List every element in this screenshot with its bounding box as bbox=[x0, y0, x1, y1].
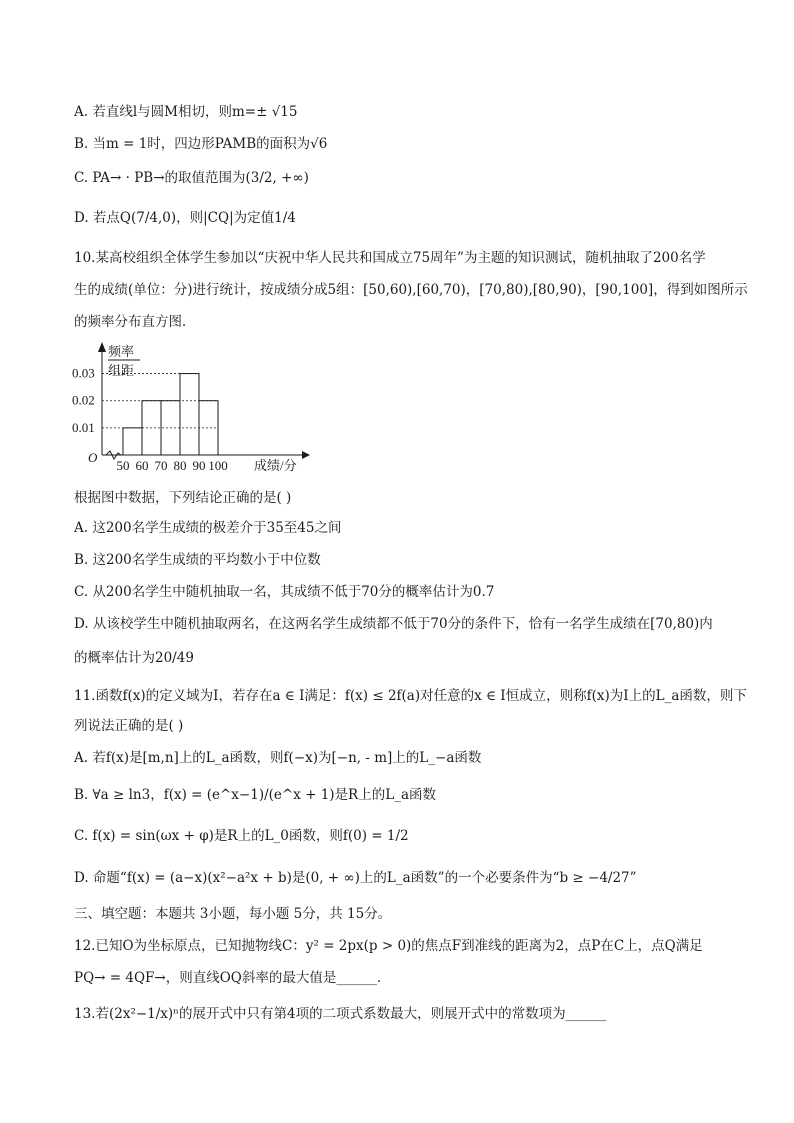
histogram-marks bbox=[72, 342, 310, 473]
x-tick-label: 80 bbox=[173, 458, 187, 473]
x-tick-label: 100 bbox=[208, 458, 228, 473]
section-3-heading: 三、填空题：本题共 3小题，每小题 5分，共 15分。 bbox=[74, 906, 392, 922]
origin-label: O bbox=[88, 450, 98, 465]
x-axis-arrow bbox=[302, 451, 310, 459]
histogram-bar-80-90 bbox=[180, 374, 199, 455]
q10-text-line-1: 10.某高校组织全体学生参加以“庆祝中华人民共和国成立75周年”为主题的知识测试，随机抽取了200名学 bbox=[74, 250, 706, 266]
x-tick-label: 90 bbox=[192, 458, 206, 473]
q12-text-line-2: PQ→ = 4QF→，则直线OQ斜率的最大值是______． bbox=[74, 970, 391, 986]
x-tick-label: 60 bbox=[135, 458, 149, 473]
frequency-histogram bbox=[70, 340, 320, 475]
x-axis-label: 成绩/分 bbox=[254, 458, 297, 473]
y-tick-label: 0.03 bbox=[72, 365, 95, 381]
x-tick-label: 70 bbox=[154, 458, 168, 473]
y-tick-label: 0.01 bbox=[72, 419, 95, 435]
q11-option-d: D. 命题“f(x) = (a−x)(x²−a²x + b)是(0, + ∞)上的L_a函数”的一个必要条件为“b ≥ −4/27” bbox=[74, 870, 637, 886]
q11-text-line-2: 列说法正确的是( ) bbox=[74, 718, 184, 734]
q9-option-b: B. 当m = 1时，四边形PAMB的面积为√6 bbox=[74, 136, 328, 152]
q11-option-b: B. ∀a ≥ ln3，f(x) = (e^x−1)/(e^x + 1)是R上的L_a函数 bbox=[74, 787, 436, 803]
q9-option-c: C. PA→ · PB→的取值范围为(3/2, +∞) bbox=[74, 170, 309, 186]
q10-option-b: B. 这200名学生成绩的平均数小于中位数 bbox=[74, 552, 321, 568]
q10-stem: 根据图中数据，下列结论正确的是( ) bbox=[74, 490, 292, 506]
ylabel-bottom: 组距 bbox=[108, 363, 135, 378]
x-tick-label: 50 bbox=[116, 458, 130, 473]
q10-option-d-line-2: 的概率估计为20/49 bbox=[74, 650, 194, 666]
q10-option-a: A. 这200名学生成绩的极差介于35至45之间 bbox=[74, 520, 342, 536]
q10-text-line-3: 的频率分布直方图． bbox=[74, 314, 196, 330]
q10-option-d-line-1: D. 从该校学生中随机抽取两名，在这两名学生成绩都不低于70分的条件下，恰有一名学生成绩在[70,80)内 bbox=[74, 616, 713, 632]
ylabel-top: 频率 bbox=[108, 344, 135, 359]
q11-option-a: A. 若f(x)是[m,n]上的L_a函数，则f(−x)为[−n, - m]上的L_−a函数 bbox=[74, 750, 482, 766]
question-13: 13.若(2x²−1/x)ⁿ的展开式中只有第4项的二项式系数最大，则展开式中的常数项为______ bbox=[74, 1006, 607, 1022]
q9-option-d: D. 若点Q(7/4,0)，则|CQ|为定值1/4 bbox=[74, 210, 296, 226]
q9-option-a: A. 若直线l与圆M相切，则m=± √15 bbox=[74, 104, 298, 120]
q12-text-line-1: 12.已知O为坐标原点，已知抛物线C：y² = 2px(p > 0)的焦点F到准线的距离为2，点P在C上，点Q满足 bbox=[74, 938, 703, 954]
y-axis-arrow bbox=[98, 342, 106, 352]
q11-option-c: C. f(x) = sin(ωx + φ)是R上的L_0函数，则f(0) = 1/2 bbox=[74, 828, 409, 844]
histogram-bar-50-60 bbox=[123, 428, 142, 455]
y-tick-label: 0.02 bbox=[72, 392, 95, 408]
q10-text-line-2: 生的成绩(单位：分)进行统计，按成绩分成5组：[50,60),[60,70)，[70,80),[80,90)，[90,100]，得到如图所示 bbox=[74, 282, 748, 298]
q11-text-line-1: 11.函数f(x)的定义域为I，若存在a ∈ I满足：f(x) ≤ 2f(a)对任意的x ∈ I恒成立，则称f(x)为I上的L_a函数，则下 bbox=[74, 688, 747, 704]
q10-option-c: C. 从200名学生中随机抽取一名，其成绩不低于70分的概率估计为0.7 bbox=[74, 584, 495, 600]
